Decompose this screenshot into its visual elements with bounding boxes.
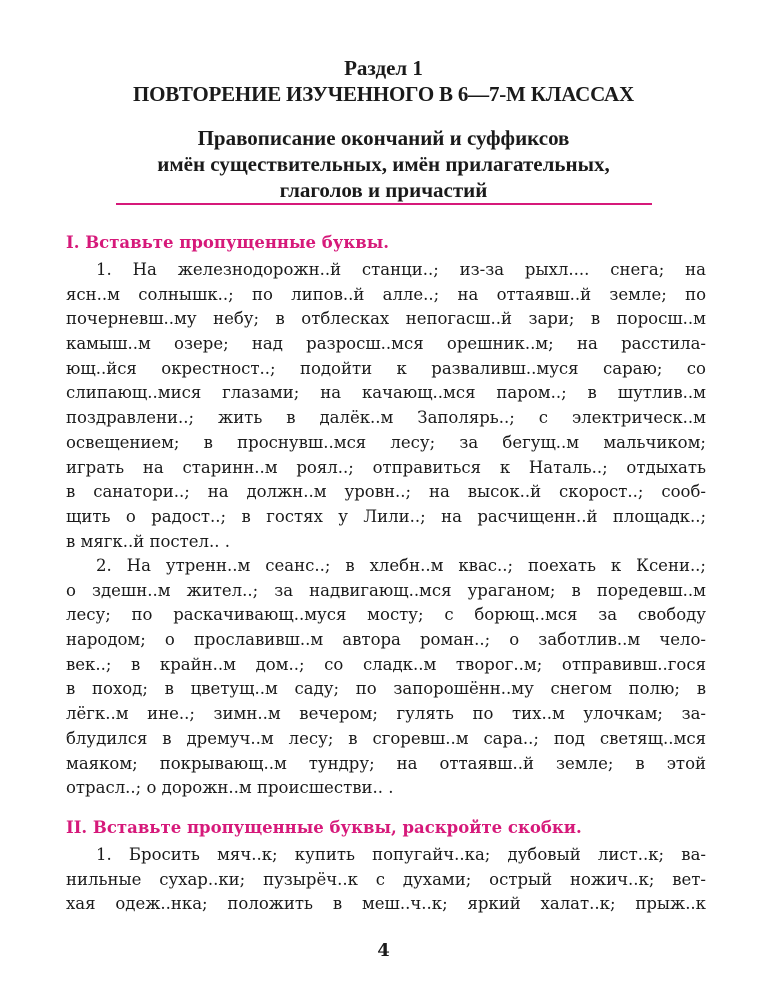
text-line: о здешн..м жител..; за надвигающ..мся ураганом; в поредевш..м	[66, 580, 706, 600]
text-line: 1. На железнодорожн..й станци..; из-за рыхл.... снега; на	[96, 260, 706, 279]
task-1-exercise-1	[66, 258, 706, 554]
text-line: в санатори..; на должн..м уровн..; на высок..й скорост..; сооб-	[66, 482, 706, 502]
topic-heading-line: глаголов и причастий	[279, 178, 488, 202]
text-line: век..; в крайн..м дом..; со сладк..м творог..м; отправивш..гося	[66, 654, 706, 674]
page-number: 4	[377, 940, 390, 961]
text-line: щить о радост..; в гостях у Лили..; на расчищенн..й площадк..;	[66, 506, 706, 526]
text-line: почерневш..му небу; в отблесках непогасш..й зари; в поросш..м	[66, 309, 706, 329]
text-line: играть на старинн..м роял..; отправиться к Наталь..; отдыхать	[66, 457, 706, 477]
text-line: 1. Бросить мяч..к; купить попугайч..ка; дубовый лист..к; ва-	[96, 845, 706, 864]
text-line: камыш..м озере; над разросш..мся орешник..м; на расстила-	[66, 334, 706, 354]
section-label: Раздел 1	[344, 56, 423, 80]
text-line: лесу; по раскачивающ..муся мосту; с борющ..мся за свободу	[66, 605, 706, 625]
text-line: ясн..м солнышк..; по липов..й алле..; на оттаявш..й земле; по	[66, 284, 706, 304]
text-line: поздравлени..; жить в далёк..м Заполярь..; с электрическ..м	[66, 408, 706, 428]
text-line: маяком; покрывающ..м тундру; на оттаявш..й земле; в этой	[66, 753, 706, 773]
topic-divider	[116, 203, 652, 205]
topic-heading-line: Правописание окончаний и суффиксов	[197, 126, 570, 150]
topic-heading-line: имён существительных, имён прилагательных,	[157, 152, 610, 176]
text-line: в мягк..й постел.. .	[66, 531, 230, 551]
text-line: ющ..йся окрестност..; подойти к разваливш..муся сараю; со	[66, 358, 706, 378]
section-title: ПОВТОРЕНИЕ ИЗУЧЕННОГО В 6—7-М КЛАССАХ	[133, 82, 634, 106]
text-line: народом; о прославивш..м автора роман..; о заботлив..м чело-	[66, 630, 706, 650]
text-line: 2. На утренн..м сеанс..; в хлебн..м квас..; поехать к Ксени..;	[96, 556, 706, 575]
text-line: отрасл..; о дорожн..м происшестви.. .	[66, 778, 394, 798]
task-2-heading: II. Вставьте пропущенные буквы, раскройте скобки.	[66, 818, 582, 837]
text-line: освещением; в проснувш..мся лесу; за бегущ..м мальчиком;	[66, 432, 706, 452]
task-1-exercise-2	[66, 554, 706, 801]
text-line: хая одеж..нка; положить в меш..ч..к; яркий халат..к; прыж..к	[66, 894, 706, 914]
task-2-exercise-1	[66, 843, 706, 917]
text-line: лёгк..м ине..; зимн..м вечером; гулять по тих..м улочкам; за-	[66, 704, 706, 724]
task-1-heading: I. Вставьте пропущенные буквы.	[66, 233, 390, 252]
text-line: нильные сухар..ки; пузырёч..к с духами; острый ножич..к; вет-	[66, 869, 706, 889]
text-line: слипающ..мися глазами; на качающ..мся паром..; в шутлив..м	[66, 383, 706, 403]
text-line: в поход; в цветущ..м саду; по запорошённ..му снегом полю; в	[66, 679, 706, 699]
topic-heading	[0, 125, 767, 203]
text-line: блудился в дремуч..м лесу; в сгоревш..м сара..; под светящ..мся	[66, 728, 706, 748]
